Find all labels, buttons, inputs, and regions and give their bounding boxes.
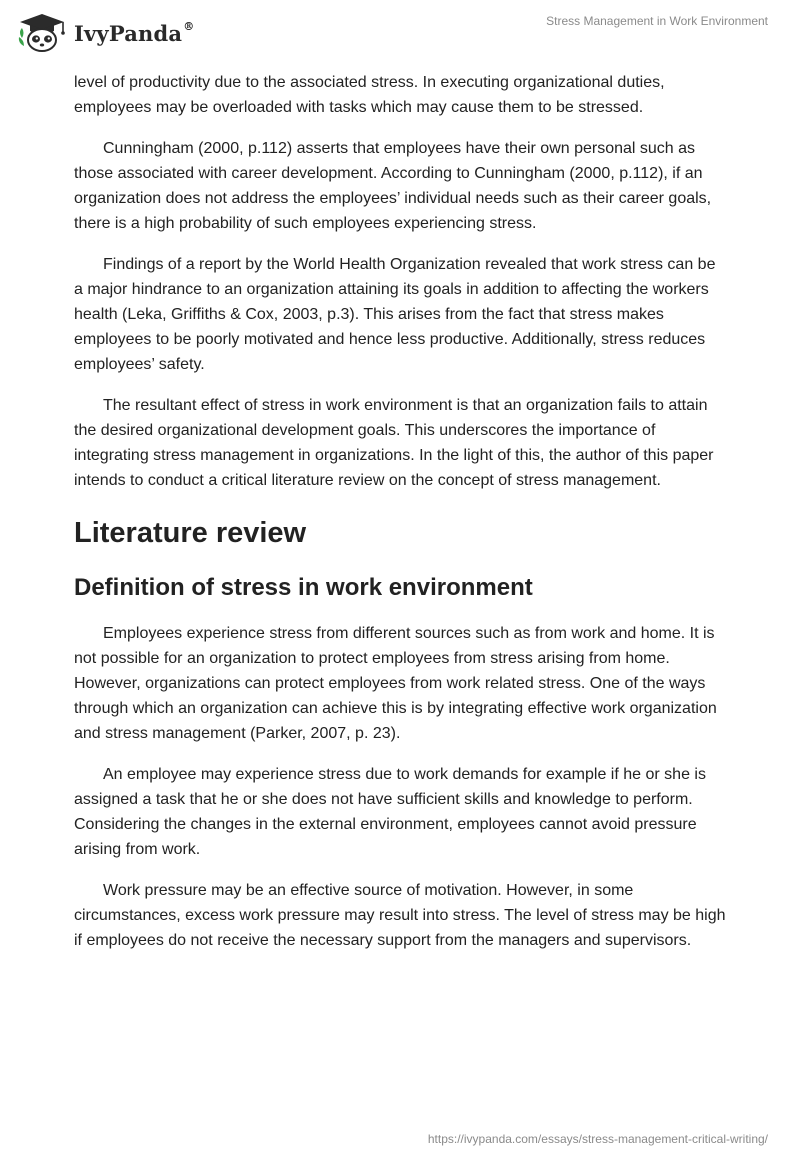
- paragraph: Findings of a report by the World Health Organization revealed that work stress can be a major hindrance to an organization attaining its goals in addition to affecting the workers health (Leka, Griffiths & Cox, 2003, p.3). This arises from the fact that stress makes employees to be poorly motivated and hence less productive. Additionally, stress reduces employees’ safety.: [74, 256, 716, 373]
- paragraph: The resultant effect of stress in work environment is that an organization fails to attain the desired organizational development goals. This underscores the importance of integrating stress management in organizations. In the light of this, the author of this paper intends to conduct a critical literature review on the concept of stress management.: [74, 397, 714, 489]
- page-header: [0, 0, 800, 64]
- paragraph: Cunningham (2000, p.112) asserts that employees have their own personal such as those associated with career development. According to Cunningham (2000, p.112), if an organization does not address the employees’ individual needs such as their career goals, there is a high probability of such employees experiencing stress.: [74, 140, 712, 232]
- essay-body: [74, 70, 726, 969]
- subsection-heading: Definition of stress in work environment: [74, 574, 533, 601]
- source-url-link[interactable]: https://ivypanda.com/essays/stress-management-critical-writing/: [427, 1132, 768, 1146]
- section-heading: Literature review: [74, 517, 307, 549]
- paragraph-continuation: level of productivity due to the associated stress. In executing organizational duties, employees may be overloaded with tasks which may cause them to be stressed.: [74, 74, 665, 116]
- paragraph: Employees experience stress from different sources such as from work and home. It is not possible for an organization to protect employees from stress arising from home. However, organizations can protect employees from work related stress. One of the ways through which an organization can achieve this is by integrating effective work organization and stress management (Parker, 2007, p. 23).: [74, 625, 717, 742]
- paragraph: An employee may experience stress due to work demands for example if he or she is assigned a task that he or she does not have sufficient skills and knowledge to perform. Considering the changes in the external environment, employees cannot avoid pressure arising from work.: [74, 766, 706, 858]
- ivypanda-logo[interactable]: [16, 8, 194, 56]
- panda-mascot-icon: [16, 12, 68, 52]
- document-title: Stress Management in Work Environment: [546, 14, 768, 28]
- logo-wordmark: IvyPanda®: [74, 19, 195, 46]
- paragraph: Work pressure may be an effective source of motivation. However, in some circumstances, excess work pressure may result into stress. The level of stress may be high if employees do not receive the necessary support from the managers and supervisors.: [74, 882, 726, 949]
